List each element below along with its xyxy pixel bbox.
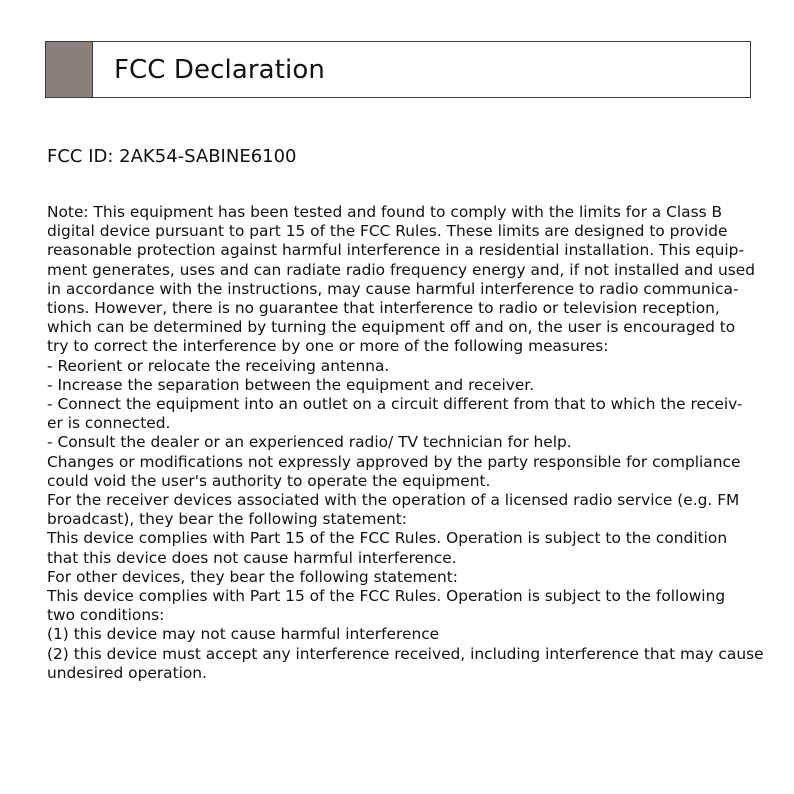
declaration-body: [47, 203, 764, 683]
body-line: in accordance with the instructions, may cause harmful interference to radio communica-: [47, 279, 739, 298]
body-line: ment generates, uses and can radiate radio frequency energy and, if not installed and used: [47, 260, 756, 279]
body-line: could void the user's authority to operate the equipment.: [47, 471, 491, 490]
body-line: tions. However, there is no guarantee that interference to radio or television reception,: [47, 299, 720, 318]
page-title: FCC Declaration: [114, 54, 325, 85]
body-line: broadcast), they bear the following statement:: [47, 510, 407, 529]
body-line: - Reorient or relocate the receiving antenna.: [47, 356, 390, 375]
body-line: - Consult the dealer or an experienced radio/ TV technician for help.: [47, 433, 572, 452]
body-line: - Increase the separation between the equipment and receiver.: [47, 375, 535, 394]
body-line: try to correct the interference by one or more of the following measures:: [47, 337, 609, 356]
body-line: For the receiver devices associated with the operation of a licensed radio service (e.g. FM: [47, 491, 740, 510]
body-line: that this device does not cause harmful interference.: [47, 548, 457, 567]
body-line: Changes or modifications not expressly approved by the party responsible for compliance: [47, 452, 741, 471]
body-line: (1) this device may not cause harmful interference: [47, 625, 440, 644]
body-line: (2) this device must accept any interference received, including interference that may cause: [47, 644, 764, 663]
body-line: digital device pursuant to part 15 of the FCC Rules. These limits are designed to provide: [47, 222, 728, 241]
fcc-id-label: FCC ID: 2AK54-SABINE6100: [47, 146, 297, 167]
body-line: This device complies with Part 15 of the FCC Rules. Operation is subject to the following: [47, 587, 726, 606]
body-line: which can be determined by turning the equipment off and on, the user is encouraged to: [47, 318, 736, 337]
body-line: - Connect the equipment into an outlet on a circuit different from that to which the receiv-: [47, 395, 743, 414]
header-accent-bar: [46, 42, 93, 97]
body-line: Note: This equipment has been tested and found to comply with the limits for a Class B: [47, 203, 723, 221]
body-line: This device complies with Part 15 of the FCC Rules. Operation is subject to the condition: [47, 529, 728, 548]
body-line: For other devices, they bear the following statement:: [47, 567, 458, 586]
body-line: er is connected.: [47, 414, 171, 433]
body-line: reasonable protection against harmful interference in a residential installation. This equip-: [47, 241, 744, 260]
body-line: undesired operation.: [47, 663, 207, 682]
section-header: [45, 41, 751, 98]
body-line: two conditions:: [47, 606, 165, 625]
